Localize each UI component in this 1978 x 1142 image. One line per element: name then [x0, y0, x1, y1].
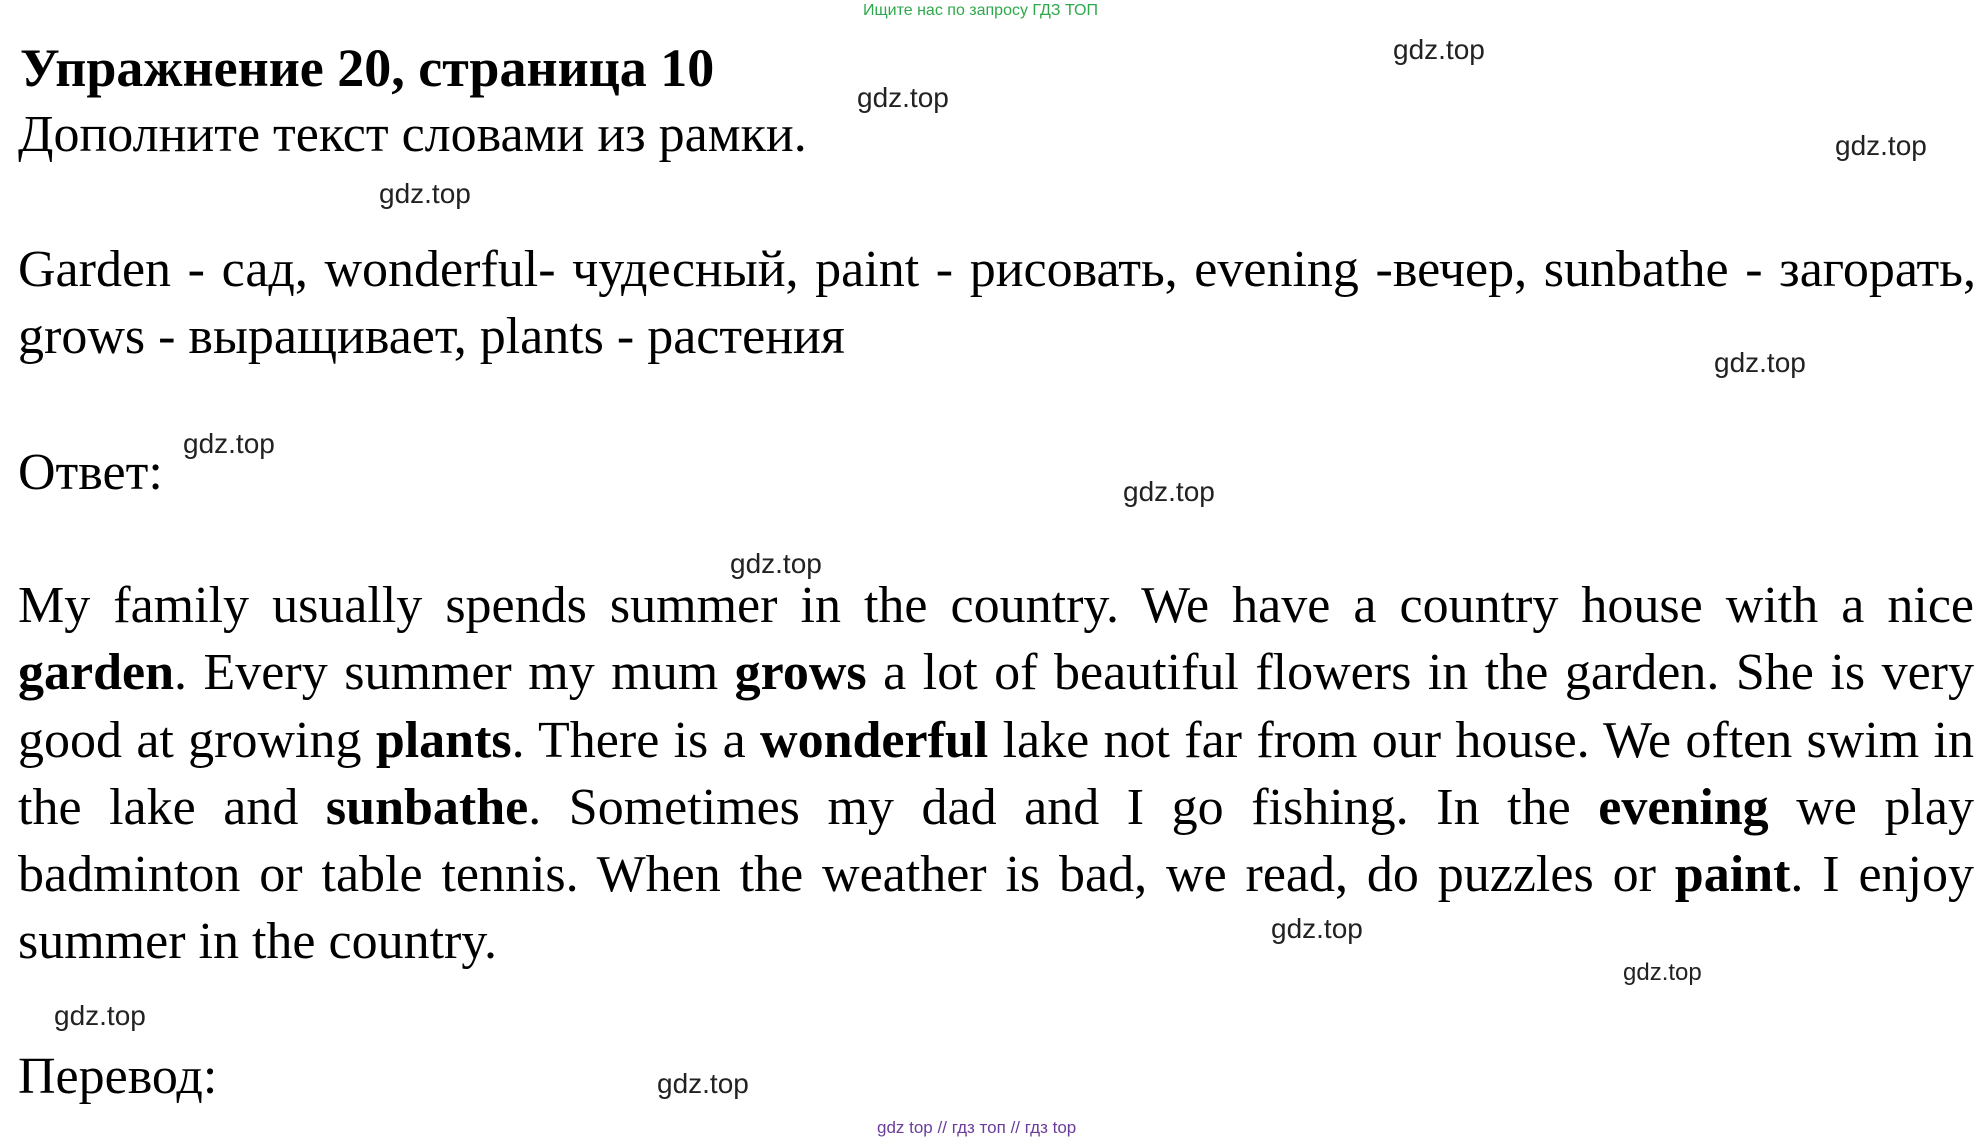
- translation-label: Перевод:: [18, 1048, 218, 1105]
- bottom-link-separator: //: [1010, 1118, 1021, 1137]
- watermark: gdz.top: [1623, 959, 1702, 986]
- answer-text: [18, 572, 1974, 976]
- watermark: gdz.top: [1393, 34, 1485, 65]
- vocabulary-box: Garden - сад, wonderful- чудесный, paint - рисовать, evening -вечер, sunbathe - загорать, grows - выращивает, plants - растения: [18, 241, 1976, 365]
- answer-keyword-plants: plants: [375, 711, 512, 769]
- watermark: gdz.top: [1714, 347, 1806, 378]
- answer-keyword-grows: grows: [734, 644, 867, 702]
- answer-segment: we play badminton or table tennis. When the weather is bad, we read, do puzzles or: [18, 778, 1974, 904]
- watermark: gdz.top: [1123, 476, 1215, 507]
- answer-label: Ответ:: [18, 444, 163, 501]
- watermark: gdz.top: [857, 82, 949, 113]
- bottom-link-gdz-top[interactable]: gdz top: [877, 1118, 933, 1137]
- watermark: gdz.top: [54, 1000, 146, 1031]
- answer-keyword-garden: garden: [18, 644, 174, 702]
- watermark: gdz.top: [1271, 913, 1363, 944]
- bottom-link-gdz-top-mixed[interactable]: гдз top: [1024, 1118, 1077, 1137]
- answer-segment: a lot of beautiful flowers in the garden. She is very good at growing: [18, 644, 1974, 769]
- bottom-link-separator: //: [937, 1118, 947, 1137]
- answer-segment: . Every summer my mum: [174, 644, 735, 702]
- exercise-instruction: Дополните текст словами из рамки.: [18, 106, 807, 163]
- answer-keyword-paint: paint: [1674, 846, 1791, 904]
- watermark: gdz.top: [1835, 130, 1927, 161]
- answer-segment: My family usually spends summer in the country. We have a country house with a nice: [18, 577, 1974, 634]
- bottom-links: [877, 1118, 1076, 1138]
- watermark: gdz.top: [730, 548, 822, 579]
- exercise-title: Упражнение 20, страница 10: [20, 38, 715, 98]
- answer-segment: . Sometimes my dad and I go fishing. In the: [528, 778, 1599, 836]
- watermark: gdz.top: [379, 178, 471, 209]
- answer-segment: . There is a: [511, 711, 761, 769]
- top-banner[interactable]: Ищите нас по запросу ГДЗ ТОП: [863, 2, 1098, 19]
- answer-segment: . I enjoy summer in the country.: [18, 846, 1974, 971]
- bottom-link-gdz-top-ru[interactable]: гдз топ: [951, 1118, 1006, 1137]
- answer-segment: lake not far from our house. We often swim in the lake and: [18, 711, 1974, 836]
- watermark: gdz.top: [183, 428, 275, 459]
- answer-keyword-evening: evening: [1598, 778, 1769, 836]
- watermark: gdz.top: [657, 1068, 749, 1099]
- answer-keyword-sunbathe: sunbathe: [325, 778, 529, 836]
- answer-keyword-wonderful: wonderful: [760, 711, 989, 769]
